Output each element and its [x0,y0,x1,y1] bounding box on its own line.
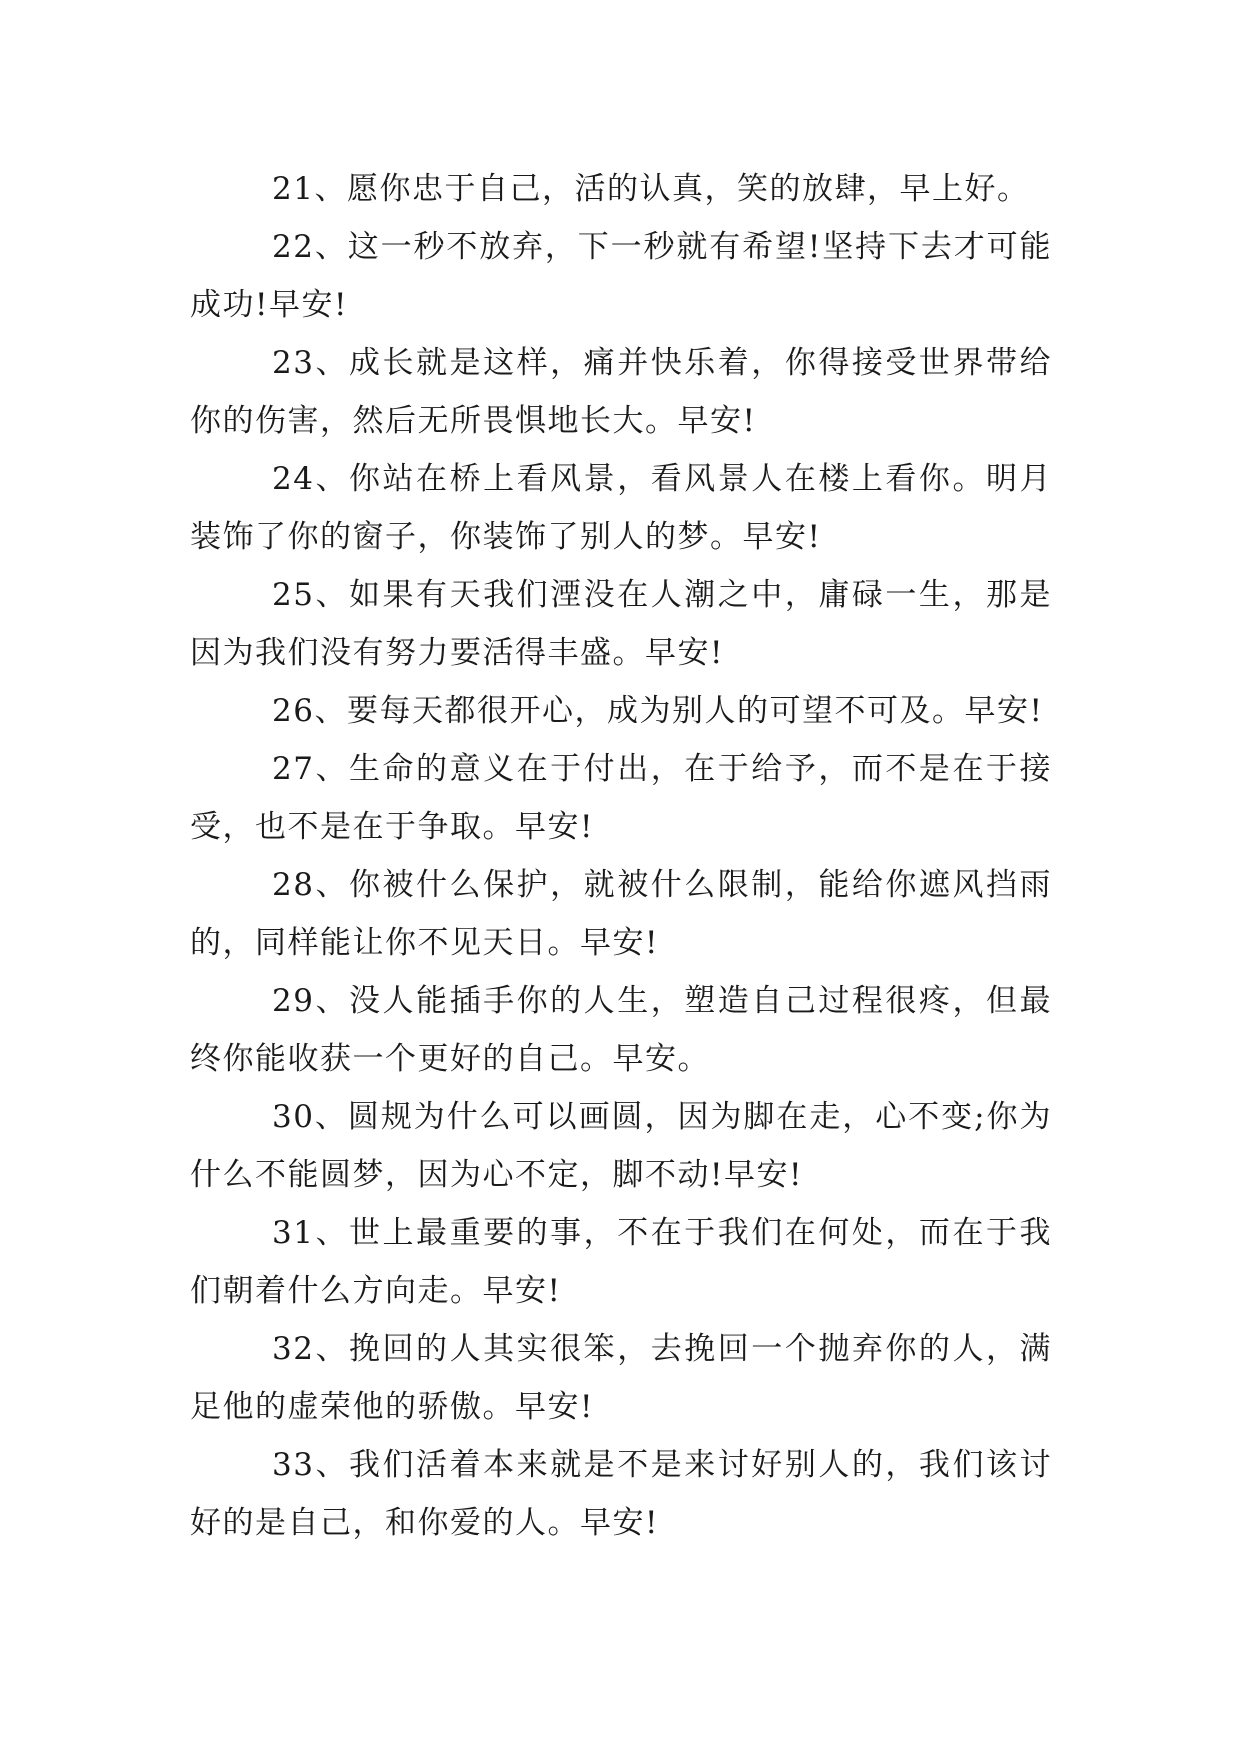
paragraph-32: 32、挽回的人其实很笨，去挽回一个抛弃你的人，满足他的虚荣他的骄傲。早安! [190,1331,1052,1425]
paragraph-24: 24、你站在桥上看风景，看风景人在楼上看你。明月装饰了你的窗子，你装饰了别人的梦。早安! [190,461,1052,555]
document-body [190,160,1052,1552]
paragraph-30: 30、圆规为什么可以画圆，因为脚在走，心不变;你为什么不能圆梦，因为心不定，脚不动!早安! [190,1099,1052,1193]
paragraph-27: 27、生命的意义在于付出，在于给予，而不是在于接受，也不是在于争取。早安! [190,751,1052,845]
paragraph-22: 22、这一秒不放弃，下一秒就有希望!坚持下去才可能成功!早安! [190,229,1052,323]
paragraph-21: 21、愿你忠于自己，活的认真，笑的放肆，早上好。 [272,171,1030,207]
paragraph-31: 31、世上最重要的事，不在于我们在何处，而在于我们朝着什么方向走。早安! [190,1215,1052,1309]
paragraph-33: 33、我们活着本来就是不是来讨好别人的，我们该讨好的是自己，和你爱的人。早安! [190,1447,1052,1541]
paragraph-25: 25、如果有天我们湮没在人潮之中，庸碌一生，那是因为我们没有努力要活得丰盛。早安! [190,577,1052,671]
paragraph-26: 26、要每天都很开心，成为别人的可望不可及。早安! [272,693,1044,729]
paragraph-28: 28、你被什么保护，就被什么限制，能给你遮风挡雨的，同样能让你不见天日。早安! [190,867,1052,961]
paragraph-23: 23、成长就是这样，痛并快乐着，你得接受世界带给你的伤害，然后无所畏惧地长大。早安! [190,345,1052,439]
paragraph-29: 29、没人能插手你的人生，塑造自己过程很疼，但最终你能收获一个更好的自己。早安。 [190,983,1052,1077]
